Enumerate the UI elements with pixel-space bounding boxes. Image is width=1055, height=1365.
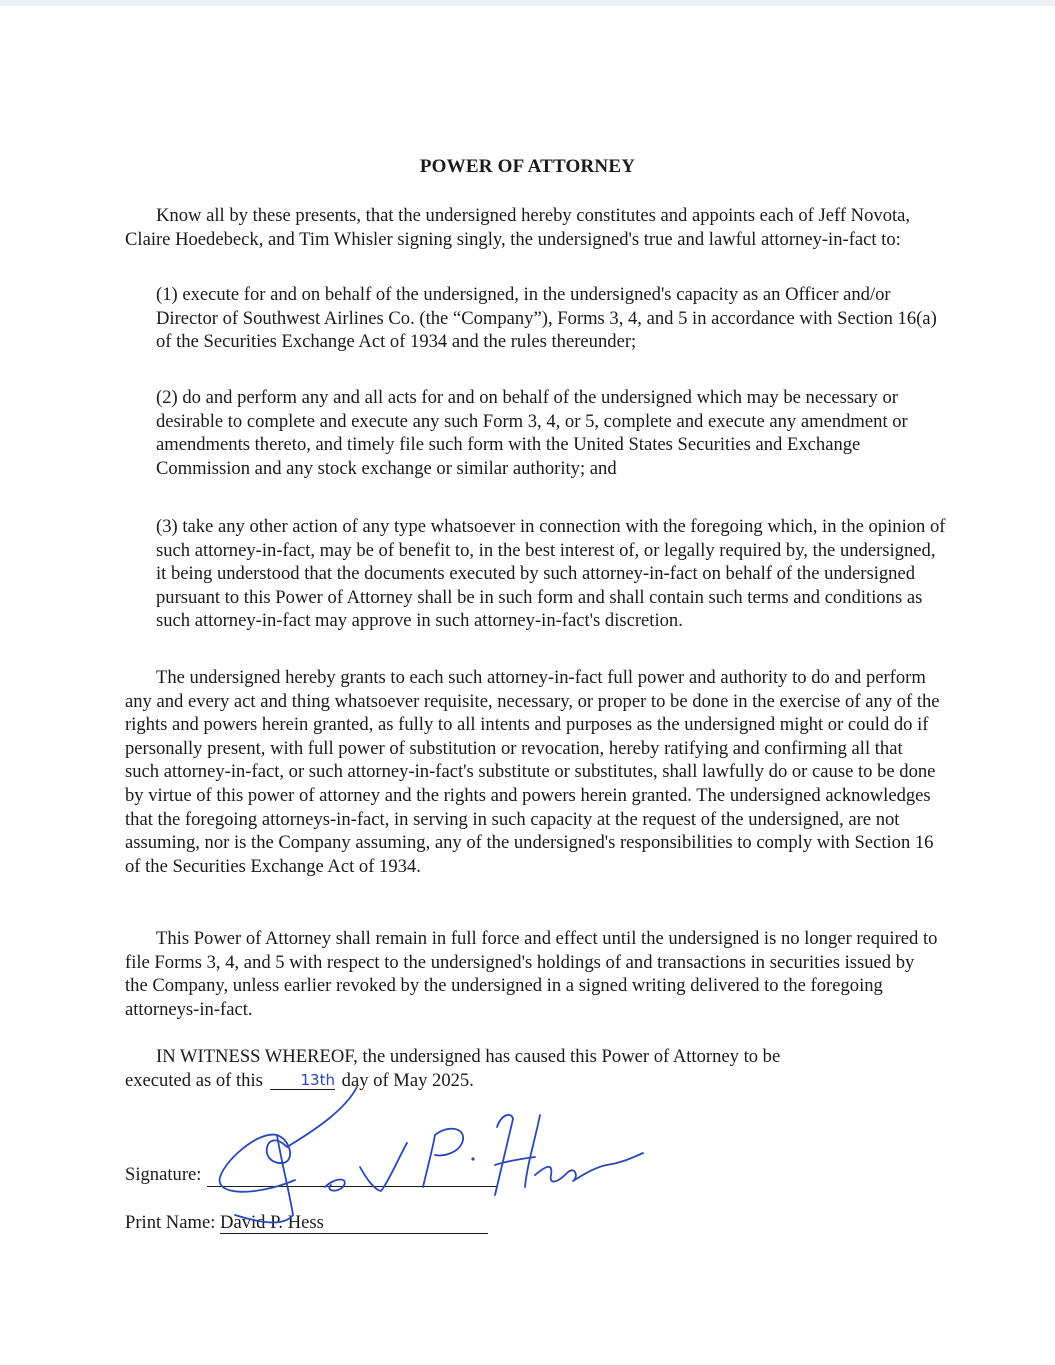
remain-paragraph: This Power of Attorney shall remain in full force and effect until the undersigned is no longer required to file Forms 3, 4, and 5 with respect to the undersigned's holdings of and transactions in securities issued by the Company, unless earlier revoked by the undersigned in a signed writing delivered to the foregoing attorneys-in-fact. [125,928,938,1020]
handwritten-day: 13th [270,1071,335,1090]
item-2-paragraph: (2) do and perform any and all acts for and on behalf of the undersigned which may be necessary or desirable to complete and execute any such Form 3, 4, or 5, complete and execute any amendment or amendments thereto, and timely file such form with the United States Securities and Exchange Commission and any stock exchange or similar authority; and [156,387,908,479]
intro-paragraph: Know all by these presents, that the undersigned hereby constitutes and appoints each of Jeff Novota, Claire Hoedebeck, and Tim Whisler signing singly, the undersigned's true and lawful attorney-in-fact to: [125,205,911,250]
print-name-value: David P. Hess [220,1213,488,1234]
grant-paragraph: The undersigned hereby grants to each such attorney-in-fact full power and authority to do and perform any and every act and thing whatsoever requisite, necessary, or proper to be done in the exercise of any of the rights and powers herein granted, as fully to all intents and purposes as the undersigned might or could do if personally present, with full power of substitution or revocation, hereby ratifying and confirming all that such attorney-in-fact, or such attorney-in-fact's substitute or substitutes, shall lawfully do or cause to be done by virtue of this power of attorney and the rights and powers herein granted. The undersigned acknowledges that the foregoing attorneys-in-fact, in serving in such capacity at the request of the undersigned, are not assuming, nor is the Company assuming, any of the undersigned's responsibilities to comply with Section 16 of the Securities Exchange Act of 1934. [125,667,940,877]
witness-suffix: day of May 2025. [341,1069,474,1091]
item-1-paragraph: (1) execute for and on behalf of the undersigned, in the undersigned's capacity as an Officer and/or Director of Southwest Airlines Co. (the “Company”), Forms 3, 4, and 5 in accordance with Section 16(a) of the Securities Exchange Act of 1934 and the rules thereunder; [156,284,937,353]
document-title: POWER OF ATTORNEY [419,156,636,177]
handwritten-signature [195,1085,655,1225]
print-name-label: Print Name: [125,1212,216,1233]
signature-label: Signature: [125,1164,202,1185]
witness-line-1: IN WITNESS WHEREOF, the undersigned has caused this Power of Attorney to be [156,1046,781,1067]
witness-prefix: executed as of this [125,1069,263,1091]
scan-edge [0,0,1055,6]
item-3-paragraph: (3) take any other action of any type whatsoever in connection with the foregoing which, in the opinion of such attorney-in-fact, may be of benefit to, in the best interest of, or legally required by, the undersigned, it being understood that the documents executed by such attorney-in-fact on behalf of the undersigned pursuant to this Power of Attorney shall be in such form and shall contain such terms and conditions as such attorney-in-fact may approve in such attorney-in-fact's discretion. [156,516,946,632]
